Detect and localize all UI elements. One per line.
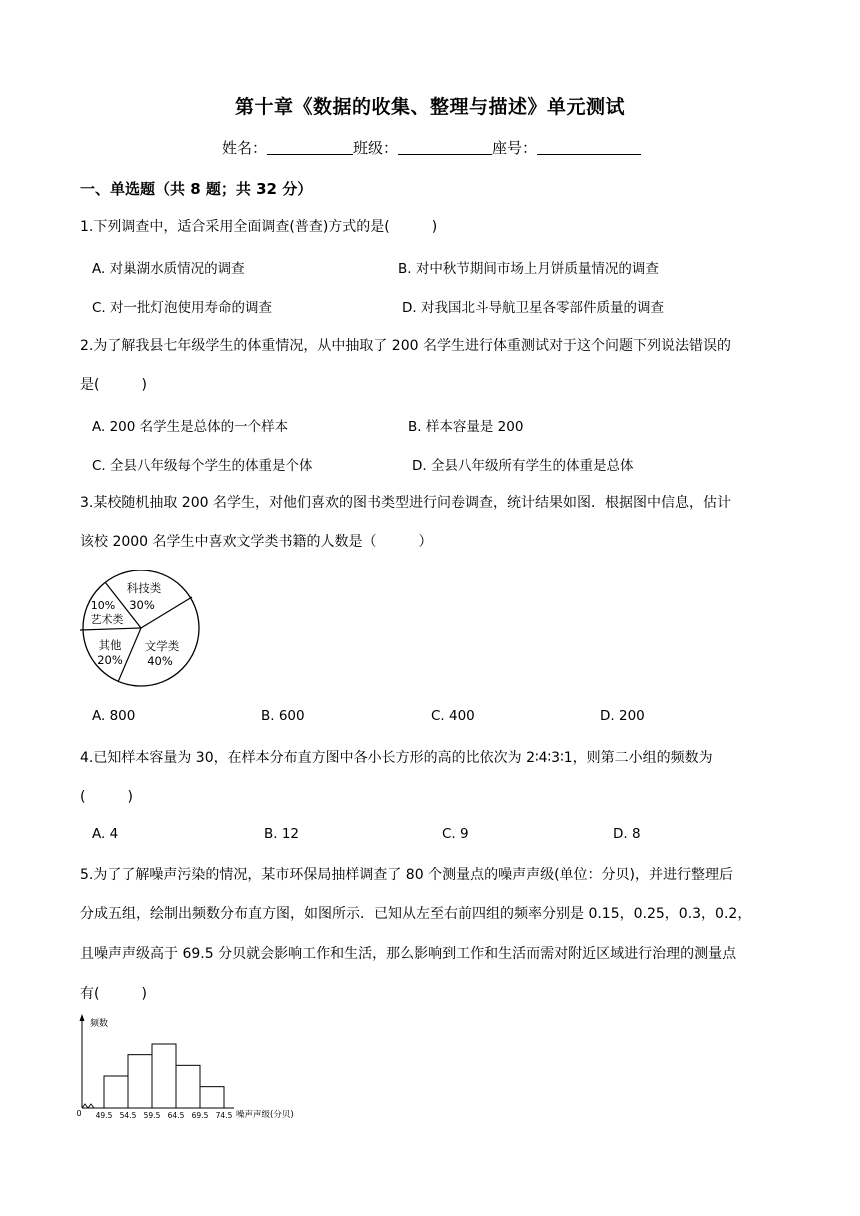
q4-stem-line1: 4.已知样本容量为 30，在样本分布直方图中各小长方形的高的比依次为 2∶4∶3∶1，则第二小组的频数为 (80, 750, 713, 766)
q2-option-a[interactable]: A. 200 名学生是总体的一个样本 (92, 419, 289, 435)
q3-stem-line2: 该校 2000 名学生中喜欢文学类书籍的人数是（ ） (80, 534, 433, 550)
x-tick-label: 54.5 (119, 1111, 137, 1120)
q2-option-b[interactable]: B. 样本容量是 200 (408, 419, 524, 435)
y-axis-arrow (80, 1014, 85, 1021)
pie-pct-yishu: 10% (90, 599, 116, 612)
histogram-tick-labels (96, 1111, 233, 1120)
pie-label-yishu: 艺术类 (90, 613, 124, 626)
q2-stem-line1: 2.为了解我县七年级学生的体重情况，从中抽取了 200 名学生进行体重测试对于这个问题下列说法错误的 (80, 338, 731, 354)
x-tick-label: 74.5 (215, 1111, 233, 1120)
q1-option-a[interactable]: A. 对巢湖水质情况的调查 (92, 261, 245, 277)
student-info-fields (222, 137, 641, 158)
q3-option-b[interactable]: B. 600 (261, 708, 305, 724)
pie-label-qita: 其他 (98, 638, 122, 652)
q3-option-c[interactable]: C. 400 (431, 708, 475, 724)
q3-option-d[interactable]: D. 200 (600, 708, 645, 724)
name-blank[interactable] (267, 140, 353, 155)
q3-option-a[interactable]: A. 800 (92, 708, 136, 724)
histogram-bar (200, 1087, 224, 1108)
page-title: 第十章《数据的收集、整理与描述》单元测试 (234, 96, 625, 118)
histogram-bars (104, 1044, 224, 1108)
origin-label: 0 (76, 1109, 82, 1118)
q2-option-c[interactable]: C. 全县八年级每个学生的体重是个体 (92, 458, 313, 474)
histogram-bar (152, 1044, 176, 1108)
q5-stem-line4: 有( ) (80, 986, 147, 1002)
pie-divider-left (80, 628, 141, 630)
histogram-bar (128, 1055, 152, 1108)
q1-option-d[interactable]: D. 对我国北斗导航卫星各零部件质量的调查 (402, 300, 664, 316)
q4-stem-line2: ( ) (80, 789, 133, 805)
pie-pct-keji: 30% (129, 598, 155, 612)
q4-option-a[interactable]: A. 4 (92, 826, 119, 842)
histogram-chart (74, 1012, 314, 1122)
pie-pct-wenxue: 40% (147, 654, 173, 668)
q1-option-c[interactable]: C. 对一批灯泡使用寿命的调查 (92, 300, 273, 316)
q1-option-b[interactable]: B. 对中秋节期间市场上月饼质量情况的调查 (398, 261, 659, 277)
q4-option-d[interactable]: D. 8 (613, 826, 641, 842)
pie-pct-qita: 20% (97, 653, 123, 667)
q4-option-c[interactable]: C. 9 (442, 826, 469, 842)
section-heading: 一、单选题（共 8 题；共 32 分） (80, 180, 313, 198)
q1-stem: 1.下列调查中，适合采用全面调查(普查)方式的是( ) (80, 219, 438, 235)
class-label: 班级： (353, 139, 399, 157)
seat-blank[interactable] (537, 140, 641, 155)
q5-stem-line1: 5.为了了解噪声污染的情况，某市环保局抽样调查了 80 个测量点的噪声声级(单位：分贝)，并进行整理后 (80, 867, 733, 883)
histogram-bar (104, 1076, 128, 1108)
q5-stem-line2: 分成五组，绘制出频数分布直方图，如图所示．已知从左至右前四组的频率分别是 0.15，0.25，0.3，0.2， (80, 906, 752, 922)
axis-break-mark (82, 1104, 94, 1108)
q2-stem-line2: 是( ) (80, 377, 147, 393)
pie-label-keji: 科技类 (126, 581, 162, 595)
q5-stem-line3: 且噪声声级高于 69.5 分贝就会影响工作和生活，那么影响到工作和生活而需对附近区域进行治理的测量点 (80, 946, 737, 962)
class-blank[interactable] (398, 140, 492, 155)
seat-label: 座号： (492, 139, 538, 157)
q2-option-d[interactable]: D. 全县八年级所有学生的体重是总体 (412, 458, 634, 474)
q3-stem-line1: 3.某校随机抽取 200 名学生，对他们喜欢的图书类型进行问卷调查，统计结果如图．根据图中信息，估计 (80, 495, 731, 511)
x-tick-label: 69.5 (191, 1111, 209, 1120)
x-tick-label: 59.5 (143, 1111, 161, 1120)
y-axis-label: 频数 (90, 1019, 109, 1029)
x-axis-label: 噪声声级(分贝) (236, 1110, 294, 1120)
histogram-bar (176, 1065, 200, 1108)
x-tick-label: 49.5 (95, 1111, 113, 1120)
q4-option-b[interactable]: B. 12 (264, 826, 300, 842)
x-tick-label: 64.5 (167, 1111, 185, 1120)
pie-chart (80, 570, 205, 692)
pie-label-wenxue: 文学类 (144, 639, 180, 653)
name-label: 姓名： (222, 139, 268, 157)
